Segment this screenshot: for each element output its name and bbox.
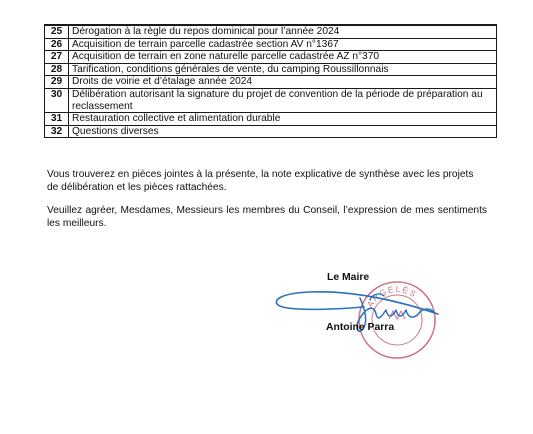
- agenda-item-label: Délibération autorisant la signature du projet de convention de la période de préparation au reclassement: [69, 88, 497, 112]
- agenda-item-number: 25: [45, 25, 69, 38]
- table-row: [45, 76, 497, 89]
- agenda-item-label: Dérogation à la règle du repos dominical pour l’année 2024: [69, 25, 497, 38]
- agenda-table-body: [45, 25, 497, 138]
- agenda-item-number: 30: [45, 88, 69, 112]
- agenda-item-number: 32: [45, 125, 69, 138]
- attachments-paragraph: Vous trouverez en pièces jointes à la présente, la note explicative de synthèse avec les projets de délibération et les pièces rattachées.: [47, 169, 474, 193]
- agenda-item-label: Droits de voirie et d’étalage année 2024: [69, 76, 497, 89]
- agenda-item-number: 29: [45, 76, 69, 89]
- agenda-item-label: Acquisition de terrain parcelle cadastrée section AV n°1367: [69, 38, 497, 51]
- table-row: [45, 88, 497, 112]
- agenda-item-label: Questions diverses: [69, 125, 497, 138]
- table-row: [45, 38, 497, 51]
- signatory-name: Antoine Parra: [326, 322, 395, 333]
- table-row: [45, 25, 497, 38]
- signatory-role: Le Maire: [327, 272, 370, 283]
- table-row: [45, 113, 497, 126]
- table-row: [45, 63, 497, 76]
- agenda-item-number: 27: [45, 51, 69, 64]
- agenda-item-number: 28: [45, 63, 69, 76]
- agenda-item-number: 31: [45, 113, 69, 126]
- table-row: [45, 51, 497, 64]
- agenda-item-label: Acquisition de terrain en zone naturelle parcelle cadastrée AZ n°370: [69, 51, 497, 64]
- agenda-item-number: 26: [45, 38, 69, 51]
- closing-paragraph: Veuillez agréer, Mesdames, Messieurs les membres du Conseil, l’expression de mes sentiments les meilleurs.: [47, 205, 487, 229]
- agenda-item-label: Restauration collective et alimentation durable: [69, 113, 497, 126]
- agenda-item-label: Tarification, conditions générales de vente, du camping Roussillonnais: [69, 63, 497, 76]
- table-row: [45, 125, 497, 138]
- agenda-table: [44, 24, 497, 138]
- stamp-text: ARGELÈS: [364, 283, 419, 310]
